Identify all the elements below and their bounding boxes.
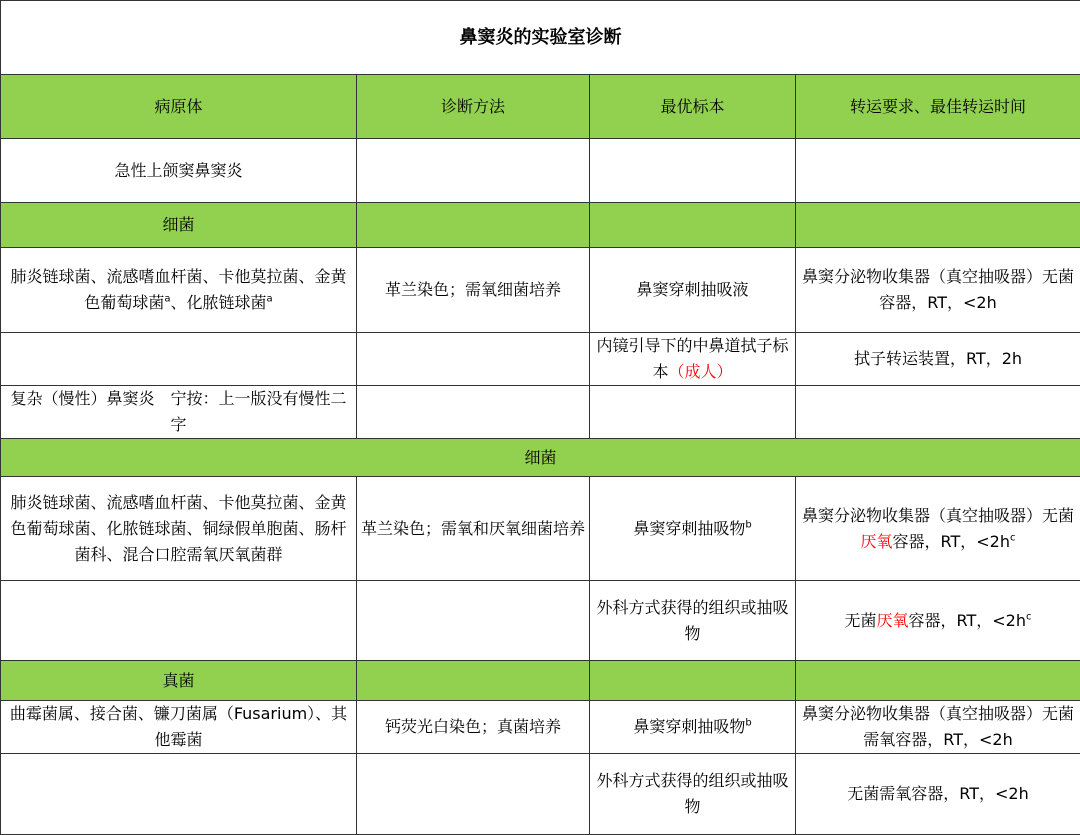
table-title: 鼻窦炎的实验室诊断: [1, 1, 1080, 75]
specimen-cell: 鼻窦穿刺抽吸物$^b$: [590, 701, 796, 754]
header-transport: 转运要求、最佳转运时间: [796, 75, 1080, 139]
specimen-cell: 内镜引导下的中鼻道拭子标本（成人）: [590, 333, 796, 386]
table-row: [1, 477, 1080, 581]
table-row: [1, 333, 1080, 386]
table-row: [1, 701, 1080, 754]
section-row-fungi: [1, 661, 1080, 701]
section-row-bacteria: [1, 203, 1080, 248]
pathogen-cell: 肺炎链球菌、流感嗜血杆菌、卡他莫拉菌、金黄色葡萄球菌、化脓链球菌、铜绿假单胞菌、肠杆菌科、混合口腔需氧厌氧菌群: [1, 477, 357, 581]
table-row: [1, 581, 1080, 661]
section-fungi: 真菌: [1, 661, 357, 701]
header-specimen: 最优标本: [590, 75, 796, 139]
specimen-cell: 外科方式获得的组织或抽吸物: [590, 754, 796, 835]
table-row: [1, 248, 1080, 333]
method-cell: 革兰染色；需氧和厌氧细菌培养: [357, 477, 590, 581]
method-cell: 革兰染色；需氧细菌培养: [357, 248, 590, 333]
header-pathogen: 病原体: [1, 75, 357, 139]
pathogen-cell: 曲霉菌属、接合菌、镰刀菌属（Fusarium）、其他霉菌: [1, 701, 357, 754]
header-method: 诊断方法: [357, 75, 590, 139]
section-bacteria-2: 细菌: [1, 439, 1080, 477]
section-chronic: 复杂（慢性）鼻窦炎 宁按：上一版没有慢性二字: [1, 386, 357, 439]
section-row-acute: [1, 139, 1080, 203]
table-row: [1, 754, 1080, 835]
specimen-cell: 外科方式获得的组织或抽吸物: [590, 581, 796, 661]
section-row-chronic: [1, 386, 1080, 439]
transport-cell: 鼻窦分泌物收集器（真空抽吸器）无菌厌氧容器，RT，$<2h^c$: [796, 477, 1080, 581]
specimen-cell: 鼻窦穿刺抽吸物$^b$: [590, 477, 796, 581]
transport-cell: 鼻窦分泌物收集器（真空抽吸器）无菌容器，RT，<2h: [796, 248, 1080, 333]
transport-cell: 无菌厌氧容器，RT，$<2h^c$: [796, 581, 1080, 661]
transport-cell: 拭子转运装置，RT，2h: [796, 333, 1080, 386]
specimen-cell: 鼻窦穿刺抽吸液: [590, 248, 796, 333]
section-bacteria: 细菌: [1, 203, 357, 248]
section-acute: 急性上颌窦鼻窦炎: [1, 139, 357, 203]
transport-cell: 鼻窦分泌物收集器（真空抽吸器）无菌需氧容器，RT，<2h: [796, 701, 1080, 754]
section-row-bacteria-2: [1, 439, 1080, 477]
header-row: [1, 75, 1080, 139]
pathogen-cell: 肺炎链球菌、流感嗜血杆菌、卡他莫拉菌、金黄色葡萄球菌$^a$、化脓链球菌$^a$: [1, 248, 357, 333]
transport-cell: 无菌需氧容器，RT，<2h: [796, 754, 1080, 835]
method-cell: 钙荧光白染色；真菌培养: [357, 701, 590, 754]
